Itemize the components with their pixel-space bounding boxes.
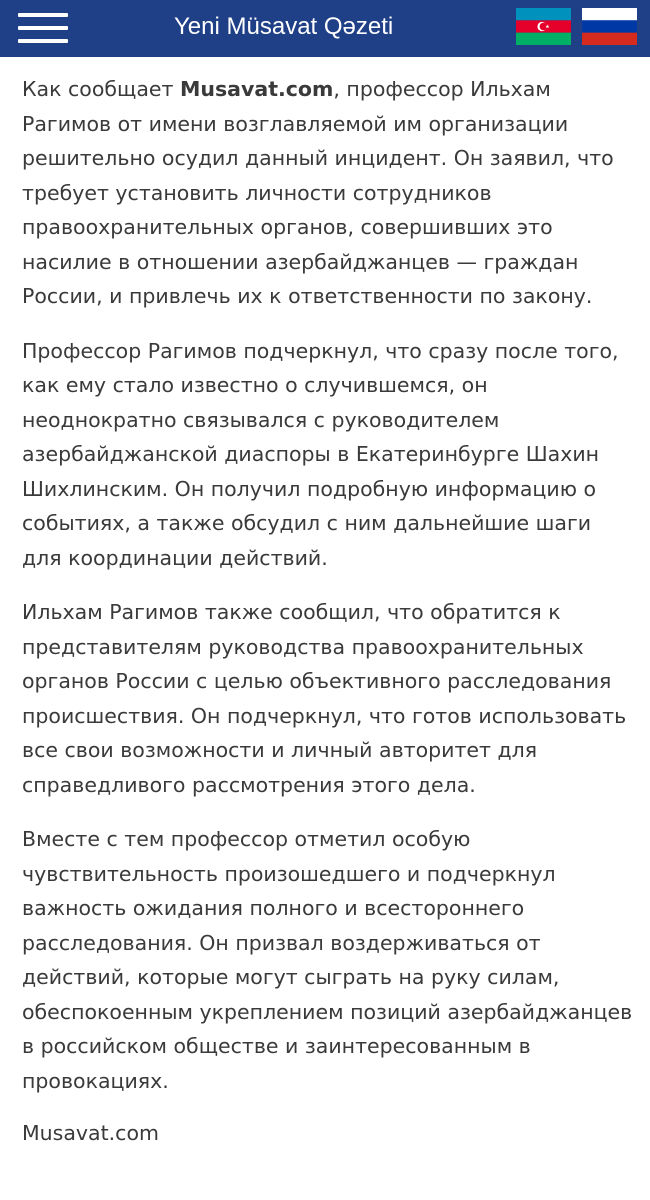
article-paragraph: Профессор Рагимов подчеркнул, что сразу после того, как ему стало известно о случившемся, он неоднократно связывался с руководителем азербайджанской диаспоры в Екатеринбурге Шахин Шихлинским. Он получил подробную информацию о событиях, а также обсудил с ним дальнейшие шаги для координации действий. xyxy=(22,338,619,570)
azerbaijan-flag[interactable] xyxy=(516,8,571,45)
article-body xyxy=(22,72,634,1171)
menu-line xyxy=(18,13,68,17)
article-paragraph: Вместе с тем профессор отметил особую чувствительность произошедшего и подчеркнул важность ожидания полного и всестороннего расследования. Он призвал воздерживаться от действий, которые могут сыграть на руку силам, обеспокоенным укреплением позиций азербайджанцев в российском обществе и заинтересованным в провокациях. xyxy=(22,827,633,1093)
hamburger-menu-icon[interactable] xyxy=(18,13,68,43)
article-paragraph: Ильхам Рагимов также сообщил, что обратится к представителям руководства правоохранительных органов России с целью объективного расследования происшествия. Он подчеркнул, что готов использовать все свои возможности и личный авторитет для справедливого рассмотрения этого дела. xyxy=(22,600,627,797)
article-paragraph xyxy=(22,72,634,314)
site-title[interactable]: Yeni Müsavat Qəzeti xyxy=(174,13,394,40)
source-name: Musavat.com xyxy=(179,77,334,101)
site-header xyxy=(0,0,650,57)
source-line: Musavat.com xyxy=(22,1121,159,1145)
menu-line xyxy=(18,26,68,30)
paragraph-text: , профессор Ильхам Рагимов от имени возглавляемой им организации решительно осудил данный инцидент. Он заявил, что требует установить личности сотрудников правоохранительных органов, совершивших это насилие в отношении азербайджанцев — граждан России, и привлечь их к ответственности по закону. xyxy=(22,77,614,308)
paragraph-text: Как сообщает xyxy=(22,77,180,101)
menu-line xyxy=(18,39,68,43)
russia-flag[interactable] xyxy=(582,8,637,45)
